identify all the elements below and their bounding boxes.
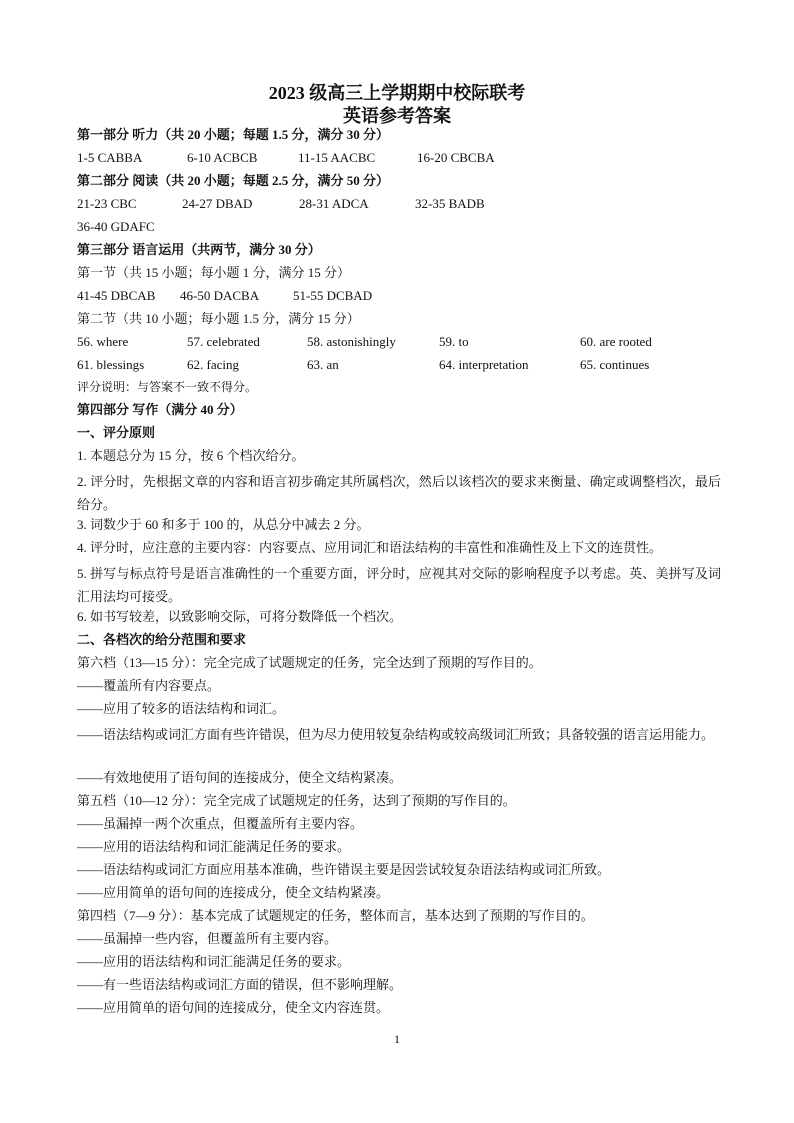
principle-item: 2. 评分时，先根据文章的内容和语言初步确定其所属档次，然后以该档次的要求来衡量、确定或调整档次，最后给分。 xyxy=(77,474,721,512)
cloze-answer: 65. continues xyxy=(580,357,650,372)
cloze-answer: 58. astonishingly xyxy=(307,334,396,349)
level4-heading: 第四档（7—9 分）：基本完成了试题规定的任务，整体而言，基本达到了预期的写作目的。 xyxy=(77,908,594,923)
level-requirement: ——有效地使用了语句间的连接成分，使全文结构紧凑。 xyxy=(77,770,403,785)
principle-item: 3. 词数少于 60 和多于 100 的，从总分中减去 2 分。 xyxy=(77,517,370,532)
level-requirement: ——应用简单的语句间的连接成分，使全文内容连贯。 xyxy=(77,1000,390,1015)
level-requirement: ——应用的语法结构和词汇能满足任务的要求。 xyxy=(77,954,351,969)
cloze-answer: 64. interpretation xyxy=(439,357,529,372)
cloze-answer: 60. are rooted xyxy=(580,334,652,349)
answer-group: 41-45 DBCAB xyxy=(77,288,156,303)
principle-item: 4. 评分时，应注意的主要内容：内容要点、应用词汇和语法结构的丰富性和准确性及上下文的连贯性。 xyxy=(77,540,663,555)
level-requirement: ——语法结构或词汇方面有些许错误，但为尽力使用较复杂结构或较高级词汇所致；具备较强的语言运用能力。 xyxy=(77,727,715,742)
level-requirement: ——应用简单的语句间的连接成分，使全文结构紧凑。 xyxy=(77,885,390,900)
answer-group: 1-5 CABBA xyxy=(77,150,143,165)
answer-group: 21-23 CBC xyxy=(77,196,137,211)
principle-item: 1. 本题总分为 15 分，按 6 个档次给分。 xyxy=(77,448,305,463)
part4-heading: 第四部分 写作（满分 40 分） xyxy=(77,402,243,417)
level-requirement: ——语法结构或词汇方面应用基本准确，些许错误主要是因尝试较复杂语法结构或词汇所致。 xyxy=(77,862,611,877)
answer-group: 46-50 DACBA xyxy=(180,288,260,303)
level-requirement: ——应用的语法结构和词汇能满足任务的要求。 xyxy=(77,839,351,854)
page-number: 1 xyxy=(394,1032,400,1046)
answer-group: 11-15 AACBC xyxy=(298,150,376,165)
answer-group: 36-40 GDAFC xyxy=(77,219,155,234)
cloze-answer: 57. celebrated xyxy=(187,334,260,349)
answer-group: 32-35 BADB xyxy=(415,196,485,211)
level6-heading: 第六档（13—15 分）：完全完成了试题规定的任务，完全达到了预期的写作目的。 xyxy=(77,655,542,670)
part2-heading: 第二部分 阅读（共 20 小题；每题 2.5 分，满分 50 分） xyxy=(77,173,390,188)
cloze-answer: 61. blessings xyxy=(77,357,145,372)
part1-heading: 第一部分 听力（共 20 小题；每题 1.5 分，满分 30 分） xyxy=(77,127,390,142)
level-requirement: ——应用了较多的语法结构和词汇。 xyxy=(77,701,286,716)
level-requirement: ——虽漏掉一两个次重点，但覆盖所有主要内容。 xyxy=(77,816,364,831)
level-requirement: ——虽漏掉一些内容，但覆盖所有主要内容。 xyxy=(77,931,338,946)
answer-group: 16-20 CBCBA xyxy=(417,150,495,165)
level-requirement: ——覆盖所有内容要点。 xyxy=(77,678,221,693)
part3-section2-heading: 第二节（共 10 小题；每小题 1.5 分，满分 15 分） xyxy=(77,311,360,326)
level5-heading: 第五档（10—12 分）：完全完成了试题规定的任务，达到了预期的写作目的。 xyxy=(77,793,516,808)
answer-group: 51-55 DCBAD xyxy=(293,288,373,303)
cloze-answer: 59. to xyxy=(439,334,469,349)
cloze-answer: 56. where xyxy=(77,334,129,349)
levels-heading: 二、各档次的给分范围和要求 xyxy=(77,632,247,647)
principles-heading: 一、评分原则 xyxy=(77,425,156,440)
cloze-answer: 62. facing xyxy=(187,357,239,372)
answer-group: 6-10 ACBCB xyxy=(187,150,258,165)
scoring-note: 评分说明：与答案不一致不得分。 xyxy=(77,380,258,394)
document-subtitle: 英语参考答案 xyxy=(343,106,451,126)
part3-heading: 第三部分 语言运用（共两节，满分 30 分） xyxy=(77,242,321,257)
answer-group: 28-31 ADCA xyxy=(299,196,369,211)
part3-section1-heading: 第一节（共 15 小题；每小题 1 分，满分 15 分） xyxy=(77,265,351,280)
principle-item: 6. 如书写较差，以致影响交际，可将分数降低一个档次。 xyxy=(77,609,403,624)
level-requirement: ——有一些语法结构或词汇方面的错误，但不影响理解。 xyxy=(77,977,403,992)
cloze-answer: 63. an xyxy=(307,357,339,372)
principle-item: 5. 拼写与标点符号是语言准确性的一个重要方面，评分时，应视其对交际的影响程度予以考虑。英、美拼写及词汇用法均可接受。 xyxy=(77,566,721,604)
document-title: 2023 级高三上学期期中校际联考 xyxy=(268,83,526,103)
answer-group: 24-27 DBAD xyxy=(182,196,253,211)
